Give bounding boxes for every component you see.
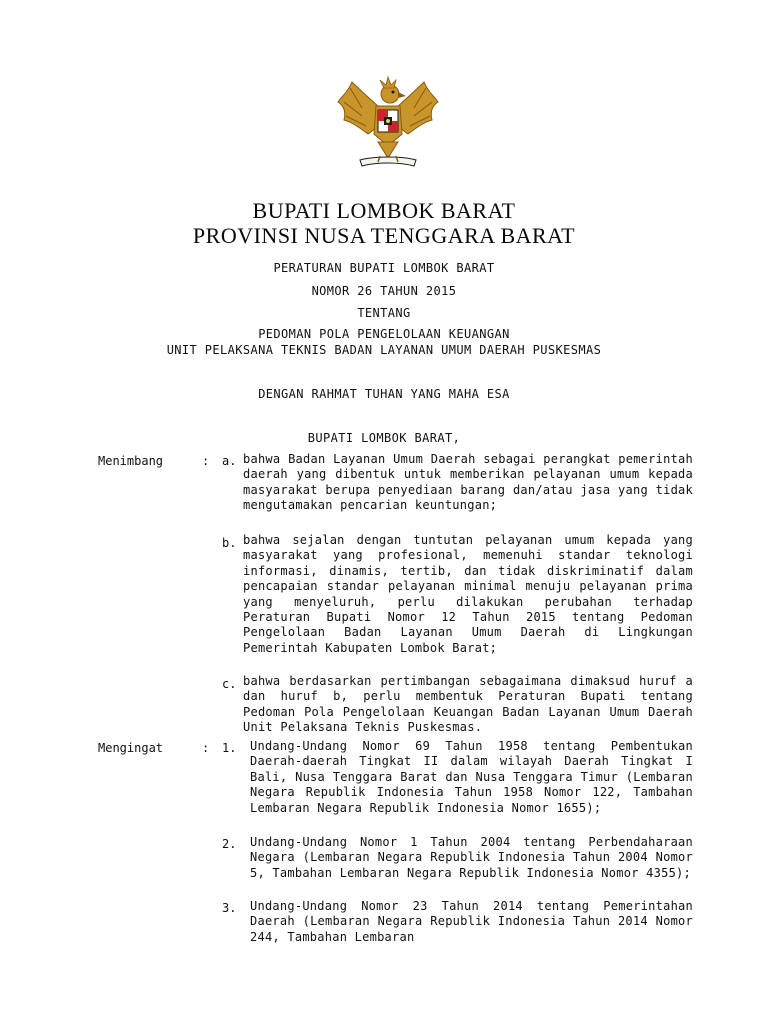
mengingat-label: Mengingat [98,741,164,755]
menimbang-item-text: bahwa berdasarkan pertimbangan sebagaimana dimaksud huruf a dan huruf b, perlu membentuk Peraturan Bupati tentang Pedoman Pola Pengelolaan Keuangan Badan Layanan Umum Daerah Unit Pelaksana Teknis Puskesmas. [243,674,693,735]
menimbang-item-marker: a. [222,454,237,468]
regulation-number: NOMOR 26 TAHUN 2015 [311,284,457,298]
menimbang-colon: : [202,454,210,468]
issuer-line: BUPATI LOMBOK BARAT, [307,431,461,445]
menimbang-item-marker: c. [222,677,237,691]
mengingat-item-marker: 2. [222,837,237,851]
menimbang-label: Menimbang [98,454,164,468]
mengingat-item-text: Undang-Undang Nomor 69 Tahun 1958 tentang Pembentukan Daerah-daerah Tingkat II dalam wilayah Daerah Tingkat I Bali, Nusa Tenggara Barat dan Nusa Tenggara Timur (Lembaran Negara Republik Indonesia Tahun 1958 Nomor 122, Tambahan Lembaran Negara Republik Indonesia Nomor 1655); [250,739,693,815]
mengingat-item-marker: 3. [222,901,237,915]
blessing-line: DENGAN RAHMAT TUHAN YANG MAHA ESA [258,387,510,401]
document-title-line-2: PROVINSI NUSA TENGGARA BARAT [192,223,576,248]
garuda-emblem-icon [334,72,442,172]
menimbang-item-text: bahwa sejalan dengan tuntutan pelayanan umum kepada yang masyarakat yang profesional, memenuhi standar teknologi informasi, dinamis, tertib, dan tidak diskriminatif dalam pencapaian standar pelayanan minimal menuju pelayanan prima yang menyeluruh, perlu dilakukan perubahan terhadap Peraturan Bupati Nomor 12 Tahun 2015 tentang Pedoman Pengelolaan Badan Layanan Umum Daerah di Lingkungan Pemerintah Kabupaten Lombok Barat; [243,533,693,655]
regulation-kind: PERATURAN BUPATI LOMBOK BARAT [273,261,495,275]
mengingat-colon: : [202,741,210,755]
mengingat-item-text: Undang-Undang Nomor 1 Tahun 2004 tentang Perbendaharaan Negara (Lembaran Negara Republik Indonesia Tahun 2004 Nomor 5, Tambahan Lembaran Negara Republik Indonesia Nomor 4355); [250,835,693,880]
regulation-about: TENTANG [357,306,411,320]
document-title-line-1: BUPATI LOMBOK BARAT [252,198,516,223]
mengingat-item-text: Undang-Undang Nomor 23 Tahun 2014 tentang Pemerintahan Daerah (Lembaran Negara Republik Indonesia Tahun 2014 Nomor 244, Tambahan Lembaran [250,899,693,944]
menimbang-item-text: bahwa Badan Layanan Umum Daerah sebagai perangkat pemerintah daerah yang dibentuk untuk memberikan pelayanan umum kepada masyarakat berupa penyediaan barang dan/atau jasa yang tidak mengutamakan pencarian keuntungan; [243,452,693,513]
mengingat-item-marker: 1. [222,741,237,755]
menimbang-item-marker: b. [222,536,237,550]
regulation-subject-line-2: UNIT PELAKSANA TEKNIS BADAN LAYANAN UMUM DAERAH PUSKESMAS [166,343,602,357]
regulation-subject-line-1: PEDOMAN POLA PENGELOLAAN KEUANGAN [258,327,510,341]
